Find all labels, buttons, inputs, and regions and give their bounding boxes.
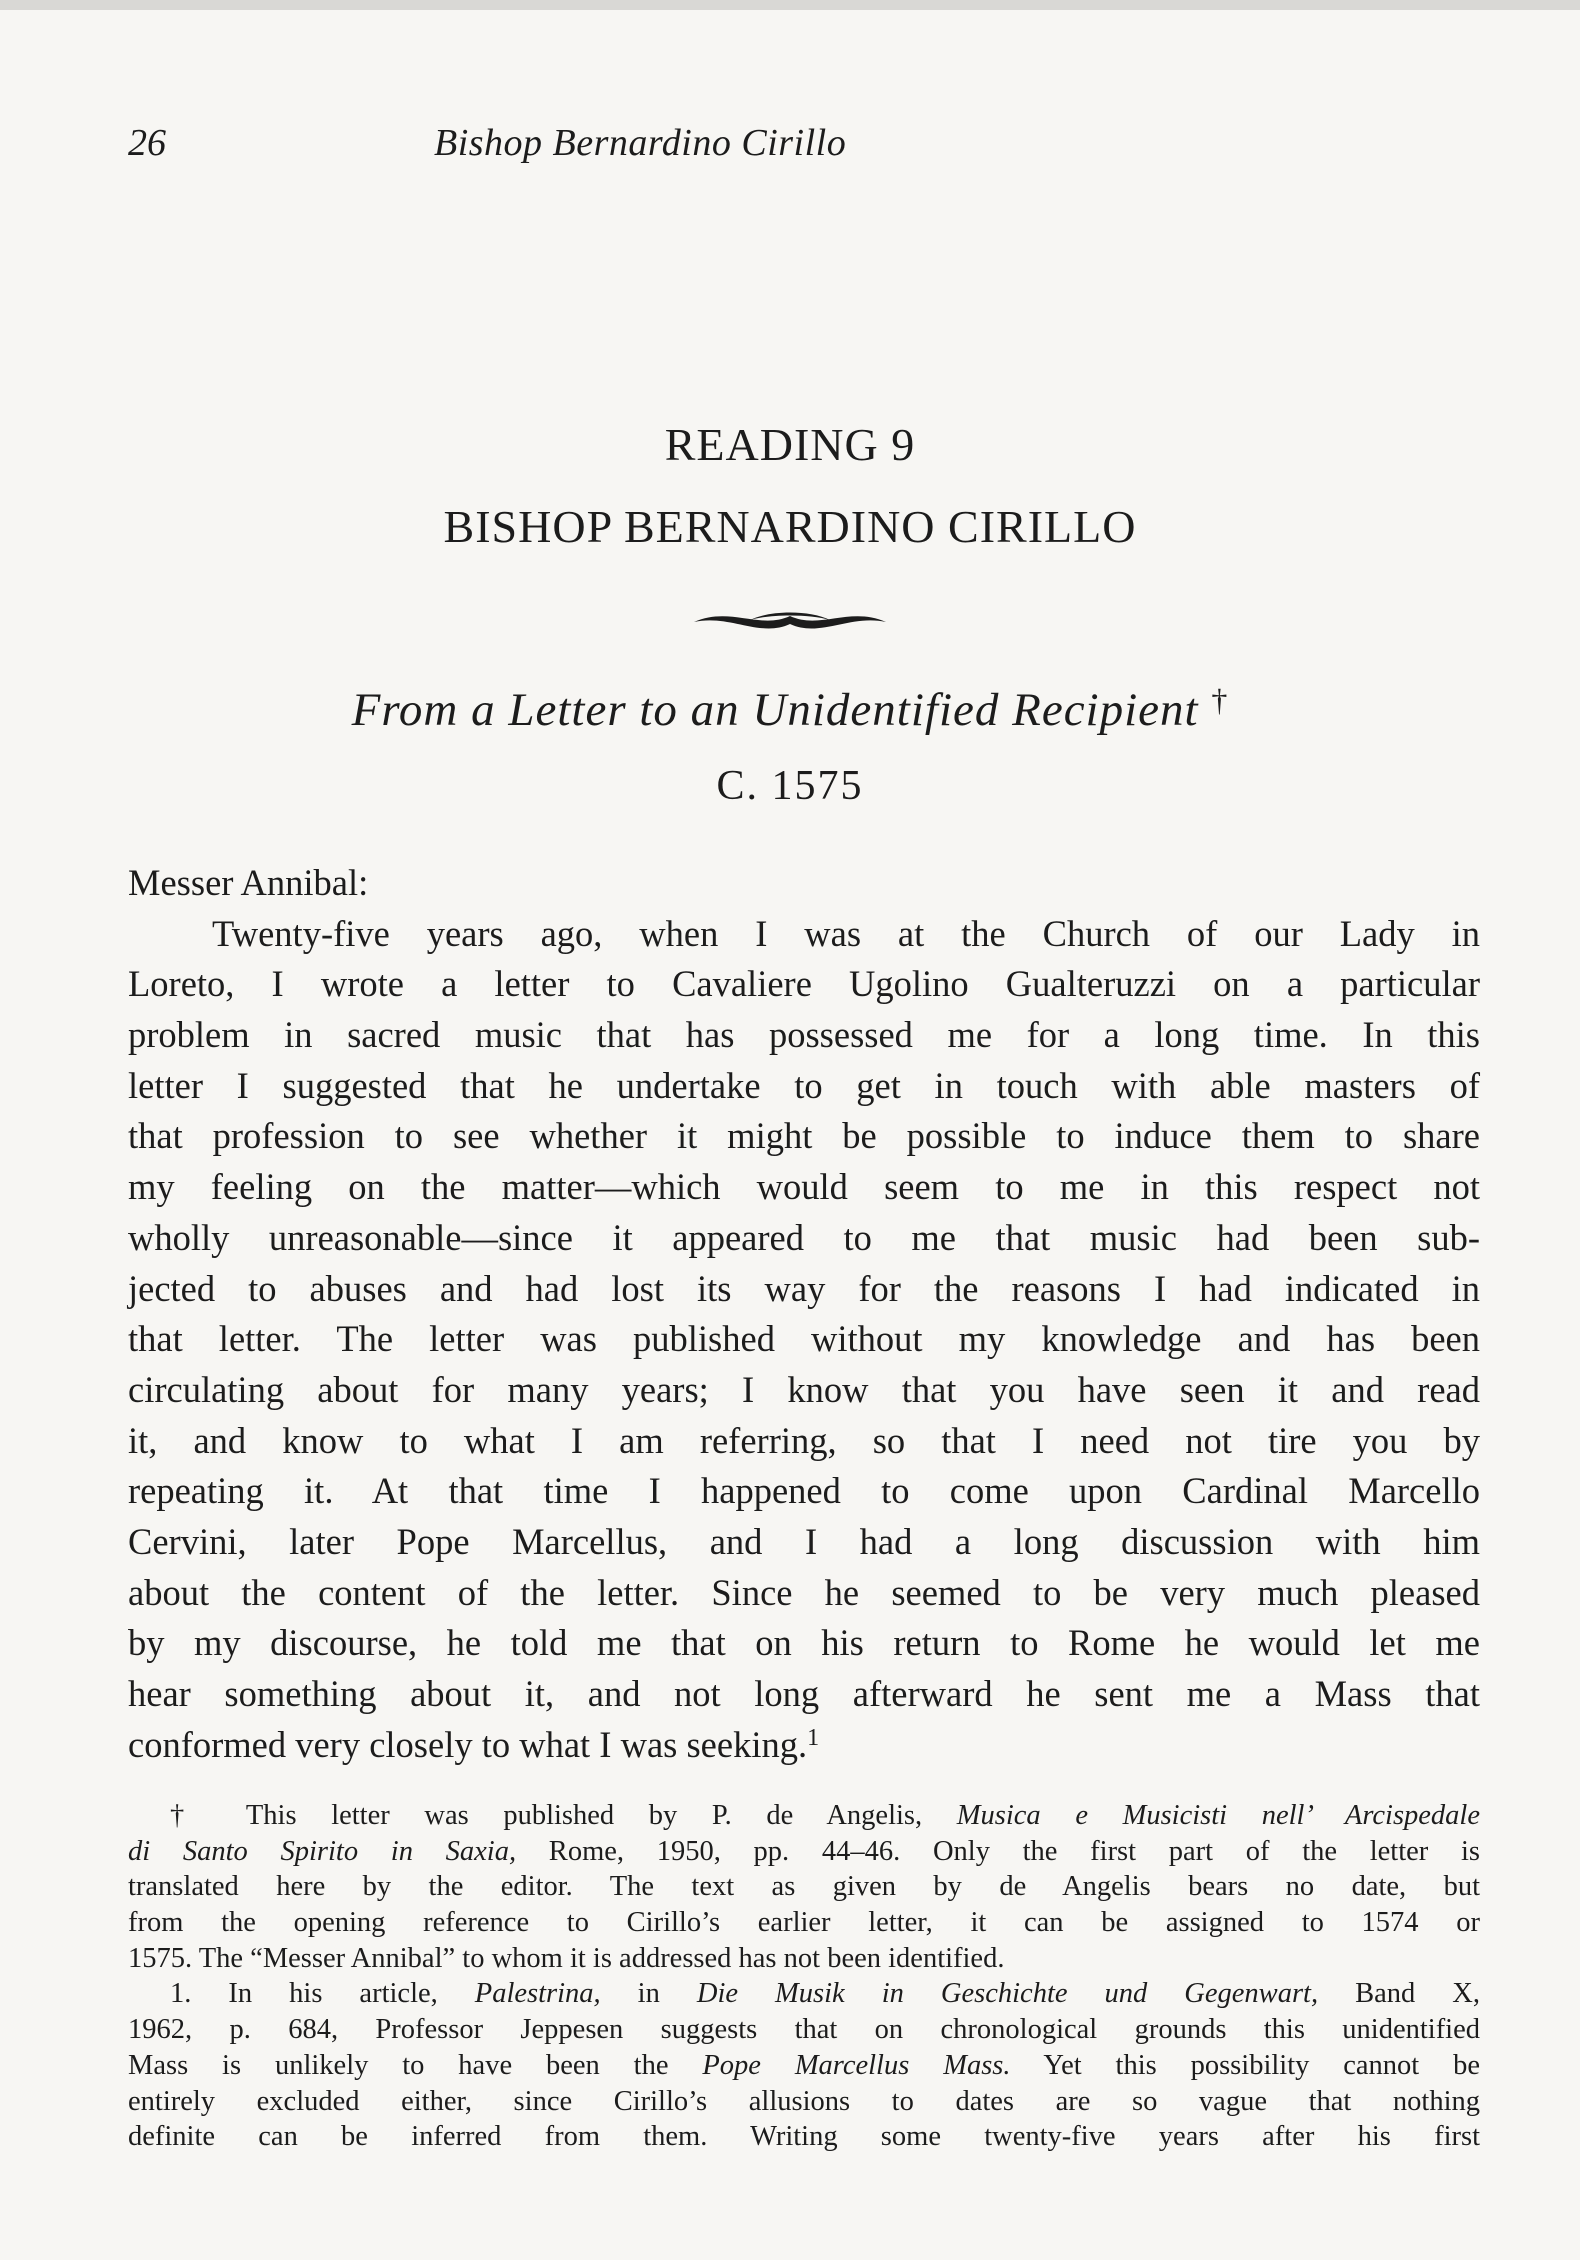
body-line: letter I suggested that he undertake to get in touch with able masters of bbox=[128, 1064, 1480, 1106]
footnote-text: † This letter was published by P. de Angelis, bbox=[170, 1800, 957, 1831]
body-line-final-text: conformed very closely to what I was seeking. bbox=[128, 1723, 808, 1765]
footnote-1-line bbox=[128, 2048, 1480, 2084]
body-line: that profession to see whether it might be possible to induce them to share bbox=[128, 1115, 1480, 1157]
salutation: Messer Annibal: bbox=[128, 862, 369, 903]
running-head bbox=[128, 118, 1478, 168]
running-head-title: Bishop Bernardino Cirillo bbox=[434, 122, 847, 164]
body-line: Twenty-five years ago, when I was at the Church of our Lady in bbox=[212, 912, 1480, 954]
footnote-text: Band X, bbox=[1318, 1978, 1480, 2010]
body-line: Loreto, I wrote a letter to Cavaliere Ugolino Gualteruzzi on a particular bbox=[128, 963, 1480, 1005]
footnote-text: Yet this possibility cannot be bbox=[1010, 2049, 1481, 2081]
chapter-title: BISHOP BERNARDINO CIRILLO bbox=[443, 501, 1137, 552]
body-line: that letter. The letter was published without my knowledge and has been bbox=[128, 1318, 1480, 1360]
footnote-dagger-line: translated here by the editor. The text as given by de Angelis bears no date, but bbox=[128, 1871, 1480, 1903]
subtitle-text: From a Letter to an Unidentified Recipient bbox=[351, 684, 1199, 736]
footnote-dagger-line bbox=[128, 1798, 1480, 1834]
footnote-dagger-line: from the opening reference to Cirillo’s earlier letter, it can be assigned to 1574 or bbox=[128, 1907, 1480, 1939]
body-line: repeating it. At that time I happened to come upon Cardinal Marcello bbox=[128, 1470, 1480, 1512]
body-line: problem in sacred music that has possessed me for a long time. In this bbox=[128, 1014, 1480, 1056]
letter-date: C. 1575 bbox=[716, 763, 864, 809]
body-line: Cervini, later Pope Marcellus, and I had a long discussion with him bbox=[128, 1520, 1480, 1562]
body-line-final bbox=[128, 1720, 1480, 1771]
footnote-dagger-line bbox=[128, 1834, 1480, 1870]
body-line: circulating about for many years; I know that you have seen it and read bbox=[128, 1368, 1480, 1410]
footnote-text: 1. In his article, bbox=[170, 1978, 475, 2010]
footnote-reference-1: 1 bbox=[807, 1724, 820, 1751]
page-number: 26 bbox=[128, 122, 166, 164]
footnote-text: Rome, 1950, pp. 44–46. Only the first part of the letter is bbox=[516, 1835, 1480, 1867]
body-line: hear something about it, and not long afterward he sent me a Mass that bbox=[128, 1673, 1480, 1714]
footnote-dagger-line: 1575. The “Messer Annibal” to whom it is addressed has not been identified. bbox=[128, 1942, 1005, 1974]
body-line: my feeling on the matter—which would seem to me in this respect not bbox=[128, 1166, 1480, 1208]
footnote-italic: Pope Marcellus Mass. bbox=[702, 2049, 1011, 2081]
footnote-1-line: definite can be inferred from them. Writing some twenty-five years after his first bbox=[128, 2121, 1480, 2153]
footnote-italic: Die Musik in Geschichte und Gegenwart, bbox=[696, 1978, 1319, 2010]
body-line: wholly unreasonable—since it appeared to me that music had been sub- bbox=[128, 1216, 1480, 1258]
reading-number: READING 9 bbox=[664, 419, 916, 470]
footnote-1-line bbox=[128, 1976, 1480, 2012]
body-line: about the content of the letter. Since he seemed to be very much pleased bbox=[128, 1571, 1480, 1613]
body-line: jected to abuses and had lost its way for the reasons I had indicated in bbox=[128, 1267, 1480, 1309]
letter-body bbox=[128, 858, 1480, 1770]
body-line: it, and know to what I am referring, so that I need not tire you by bbox=[128, 1419, 1480, 1461]
footnotes bbox=[128, 1798, 1480, 2155]
letter-subtitle bbox=[0, 682, 1580, 737]
footnote-italic: Palestrina, bbox=[474, 1978, 601, 2010]
footnote-1-line: entirely excluded either, since Cirillo’s allusions to dates are so vague that nothing bbox=[128, 2085, 1480, 2117]
footnote-1-line: 1962, p. 684, Professor Jeppesen suggests that on chronological grounds this unidentified bbox=[128, 2014, 1480, 2046]
flourish-ornament-icon bbox=[690, 600, 890, 640]
footnote-text: in bbox=[600, 1978, 697, 2010]
body-line: by my discourse, he told me that on his return to Rome he would let me bbox=[128, 1622, 1480, 1664]
footnote-italic: di Santo Spirito in Saxia, bbox=[128, 1835, 517, 1867]
footnote-text: Mass is unlikely to have been the bbox=[128, 2049, 703, 2081]
dagger-footnote-marker: † bbox=[1211, 682, 1229, 718]
footnote-italic: Musica e Musicisti nell’ Arcispedale bbox=[956, 1800, 1480, 1831]
